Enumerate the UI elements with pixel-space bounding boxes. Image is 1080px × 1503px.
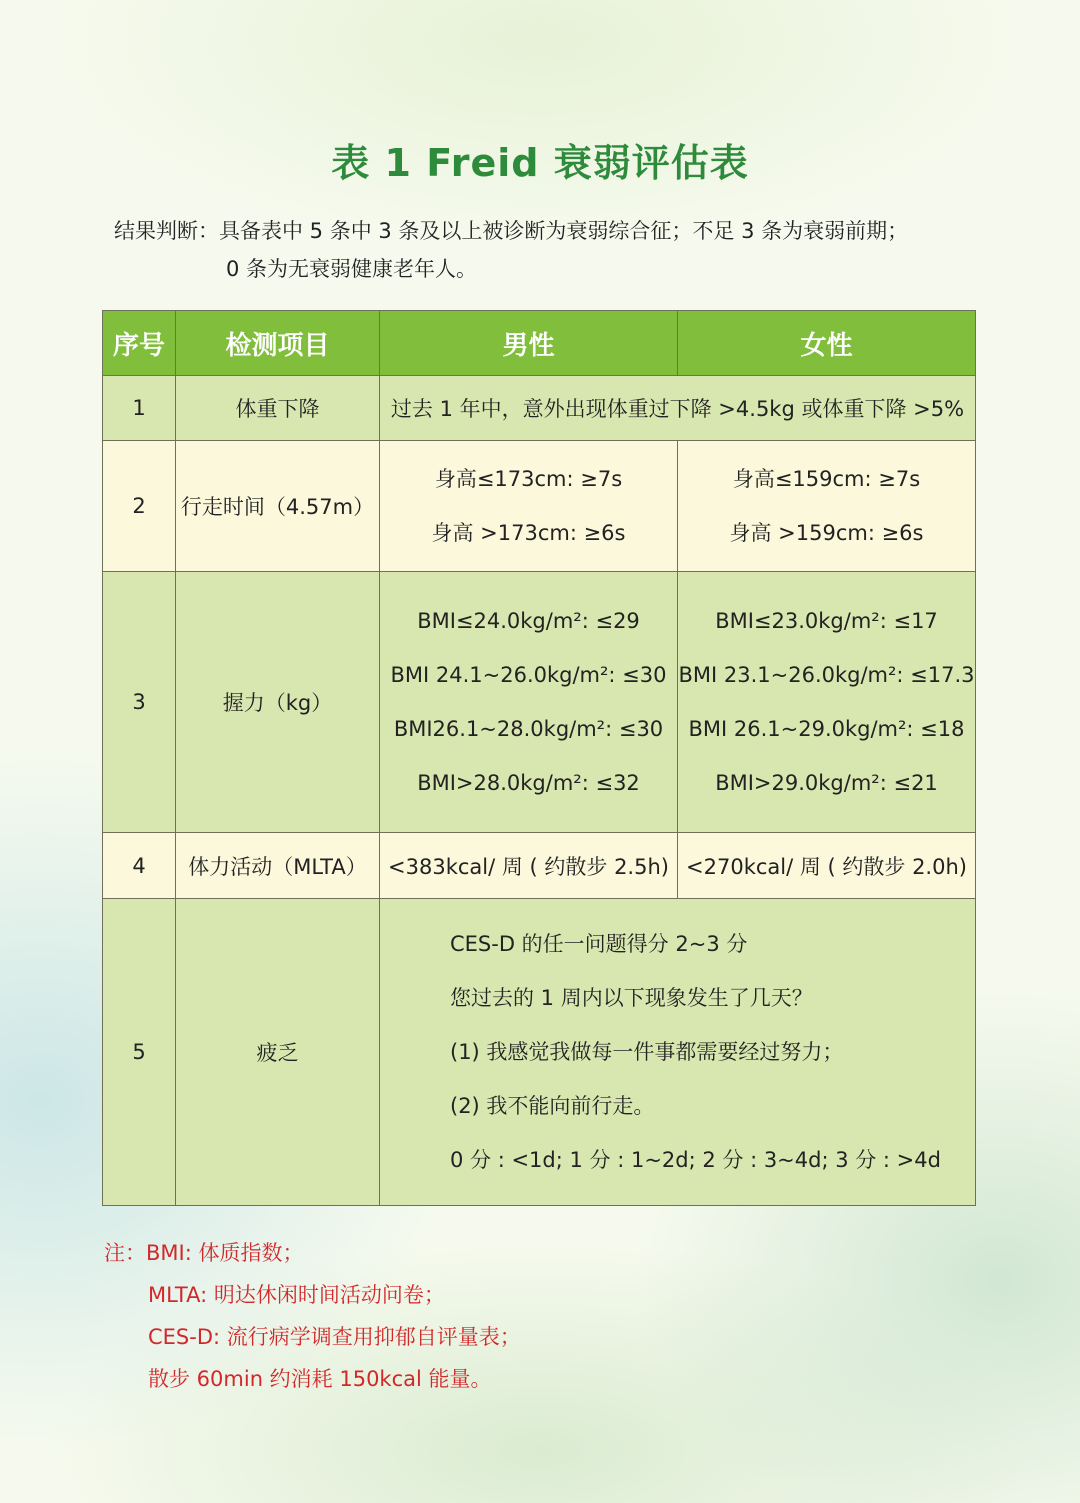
table-row <box>103 441 976 572</box>
row-female-criteria <box>678 572 976 833</box>
header-male: 男性 <box>380 311 678 376</box>
table-row <box>103 376 976 441</box>
row-criteria <box>380 899 976 1206</box>
criteria-line: (1) 我感觉我做每一件事都需要经过努力； <box>450 1040 844 1064</box>
result-judgement <box>114 212 974 288</box>
row-no: 2 <box>103 441 176 572</box>
header-no: 序号 <box>103 311 176 376</box>
table-row <box>103 833 976 899</box>
row-item: 疲乏 <box>176 899 380 1206</box>
criteria-line: BMI 24.1~26.0kg/m²: ≤30 <box>390 663 667 687</box>
row-no: 3 <box>103 572 176 833</box>
row-female-criteria <box>678 441 976 572</box>
footnote: 注：BMI: 体质指数； <box>104 1241 304 1265</box>
footnote: CES-D: 流行病学调查用抑郁自评量表； <box>148 1325 521 1349</box>
header-item: 检测项目 <box>176 311 380 376</box>
row-no: 1 <box>103 376 176 441</box>
criteria-line: BMI≤23.0kg/m²: ≤17 <box>715 609 938 633</box>
table-row <box>103 899 976 1206</box>
criteria-line: 您过去的 1 周内以下现象发生了几天？ <box>450 986 813 1010</box>
table-header-row <box>103 311 976 376</box>
criteria-line: BMI>28.0kg/m²: ≤32 <box>417 771 640 795</box>
criteria-line: (2) 我不能向前行走。 <box>450 1094 655 1118</box>
footnotes <box>104 1232 904 1400</box>
row-male-criteria <box>380 572 678 833</box>
row-item: 行走时间（4.57m） <box>176 441 380 572</box>
criteria-line: BMI≤24.0kg/m²: ≤29 <box>417 609 640 633</box>
criteria-line: BMI26.1~28.0kg/m²: ≤30 <box>393 717 664 741</box>
freid-table <box>102 310 976 1206</box>
table-row <box>103 572 976 833</box>
footnote: MLTA: 明达休闲时间活动问卷； <box>148 1283 445 1307</box>
criteria-line: CES-D 的任一问题得分 2~3 分 <box>450 932 748 956</box>
header-female: 女性 <box>678 311 976 376</box>
row-male-criteria <box>380 441 678 572</box>
row-no: 4 <box>103 833 176 899</box>
intro-line-2: 0 条为无衰弱健康老年人。 <box>226 257 478 281</box>
page-title: 表 1 Freid 衰弱评估表 <box>331 141 749 185</box>
row-male-criteria: <383kcal/ 周 ( 约散步 2.5h) <box>380 833 678 899</box>
criteria-line: BMI 26.1~29.0kg/m²: ≤18 <box>688 717 965 741</box>
row-female-criteria: <270kcal/ 周 ( 约散步 2.0h) <box>678 833 976 899</box>
intro-line-1: 结果判断：具备表中 5 条中 3 条及以上被诊断为衰弱综合征；不足 3 条为衰弱前期； <box>114 219 909 243</box>
row-item: 握力（kg） <box>176 572 380 833</box>
row-criteria: 过去 1 年中，意外出现体重过下降 >4.5kg 或体重下降 >5% <box>380 376 976 441</box>
criteria-line: 身高≤173cm: ≥7s <box>434 467 623 491</box>
criteria-line: 0 分 : <1d; 1 分 : 1~2d; 2 分 : 3~4d; 3 分 : >4d <box>450 1148 941 1172</box>
criteria-line: 身高 >173cm: ≥6s <box>431 521 626 545</box>
footnote: 散步 60min 约消耗 150kcal 能量。 <box>148 1367 492 1391</box>
row-no: 5 <box>103 899 176 1206</box>
criteria-line: BMI>29.0kg/m²: ≤21 <box>715 771 938 795</box>
criteria-line: 身高 >159cm: ≥6s <box>729 521 924 545</box>
row-item: 体重下降 <box>176 376 380 441</box>
criteria-line: BMI 23.1~26.0kg/m²: ≤17.3 <box>678 663 975 687</box>
criteria-line: 身高≤159cm: ≥7s <box>732 467 921 491</box>
row-item: 体力活动（MLTA） <box>176 833 380 899</box>
